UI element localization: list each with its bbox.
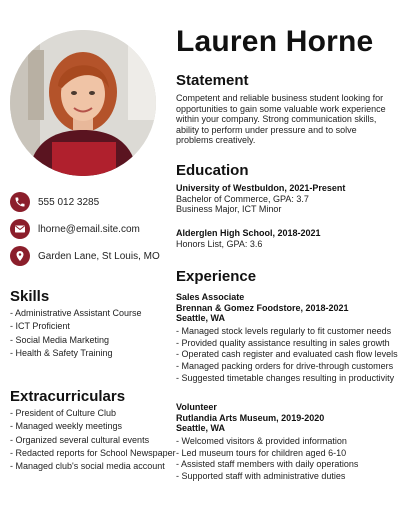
list-item: - Welcomed visitors & provided information: [176, 436, 347, 446]
job-duties-list: [176, 326, 398, 385]
list-item: - Led museum tours for children aged 6-10: [176, 447, 347, 458]
education-school: University of Westbuldon, 2021-Present: [176, 183, 346, 193]
phone-number: 555 012 3285: [38, 196, 100, 208]
list-item: - Managed packing orders for drive-through customers: [176, 361, 394, 372]
education-school: Alderglen High School, 2018-2021: [176, 228, 321, 238]
job-duties-list: [176, 436, 358, 483]
phone-icon: [10, 192, 30, 212]
job-employer: Rutlandia Arts Museum, 2019-2020: [176, 412, 325, 423]
list-item: - Organized several cultural events: [10, 434, 150, 445]
list-item: - Social Media Marketing: [10, 334, 110, 345]
statement-line: problems creatively.: [176, 135, 256, 146]
statement-text: [176, 93, 396, 146]
list-item: - President of Culture Club: [10, 408, 117, 418]
statement-line: Competent and reliable business student looking for: [176, 93, 384, 103]
profile-photo: [10, 30, 156, 176]
list-item: - Managed club's social media account: [10, 461, 165, 472]
list-item: - Supported staff with administrative duties: [176, 471, 346, 482]
statement-line: ability to perform under pressure and to solve: [176, 124, 357, 135]
statement-heading: Statement: [176, 72, 249, 89]
list-item: - ICT Proficient: [10, 321, 70, 332]
list-item: - Managed stock levels regularly to fit customer needs: [176, 326, 392, 336]
contact-email: [10, 219, 140, 239]
list-item: - Health & Safety Training: [10, 347, 113, 358]
statement-line: opportunities to gain some valuable work experience: [176, 103, 386, 114]
education-heading: Education: [176, 162, 249, 179]
education-entry-university: [176, 183, 396, 215]
candidate-name: Lauren Horne: [176, 25, 374, 58]
list-item: - Redacted reports for School Newspaper: [10, 447, 176, 458]
location-icon: [10, 246, 30, 266]
experience-heading: Experience: [176, 268, 257, 285]
job-location: Seattle, WA: [176, 313, 226, 324]
extracurriculars-list: [10, 407, 176, 473]
list-item: - Administrative Assistant Course: [10, 308, 142, 318]
job-sales-associate: [176, 292, 398, 324]
email-icon: [10, 219, 30, 239]
list-item: - Assisted staff members with daily operations: [176, 459, 359, 470]
email-address[interactable]: lhorne@email.site.com: [38, 223, 140, 235]
contact-phone: [10, 192, 99, 212]
job-volunteer: [176, 402, 398, 434]
address-text: Garden Lane, St Louis, MO: [38, 250, 160, 262]
list-item: - Suggested timetable changes resulting in productivity: [176, 372, 395, 383]
education-detail: Honors List, GPA: 3.6: [176, 238, 263, 249]
skills-list: [10, 307, 142, 360]
list-item: - Operated cash register and evaluated cash flow levels: [176, 349, 398, 360]
statement-line: within your company. Strong communication skills,: [176, 114, 377, 125]
job-role: Sales Associate: [176, 292, 245, 302]
job-location: Seattle, WA: [176, 423, 226, 434]
list-item: - Provided quality assistance resulting in sales growth: [176, 337, 390, 348]
contact-address: [10, 246, 160, 266]
education-detail: Bachelor of Commerce, GPA: 3.7: [176, 193, 309, 204]
extracurriculars-heading: Extracurriculars: [10, 388, 126, 405]
list-item: - Managed weekly meetings: [10, 421, 123, 432]
education-detail: Business Major, ICT Minor: [176, 204, 282, 215]
job-employer: Brennan & Gomez Foodstore, 2018-2021: [176, 302, 349, 313]
education-entry-highschool: [176, 228, 396, 249]
skills-heading: Skills: [10, 288, 50, 305]
job-role: Volunteer: [176, 402, 217, 412]
